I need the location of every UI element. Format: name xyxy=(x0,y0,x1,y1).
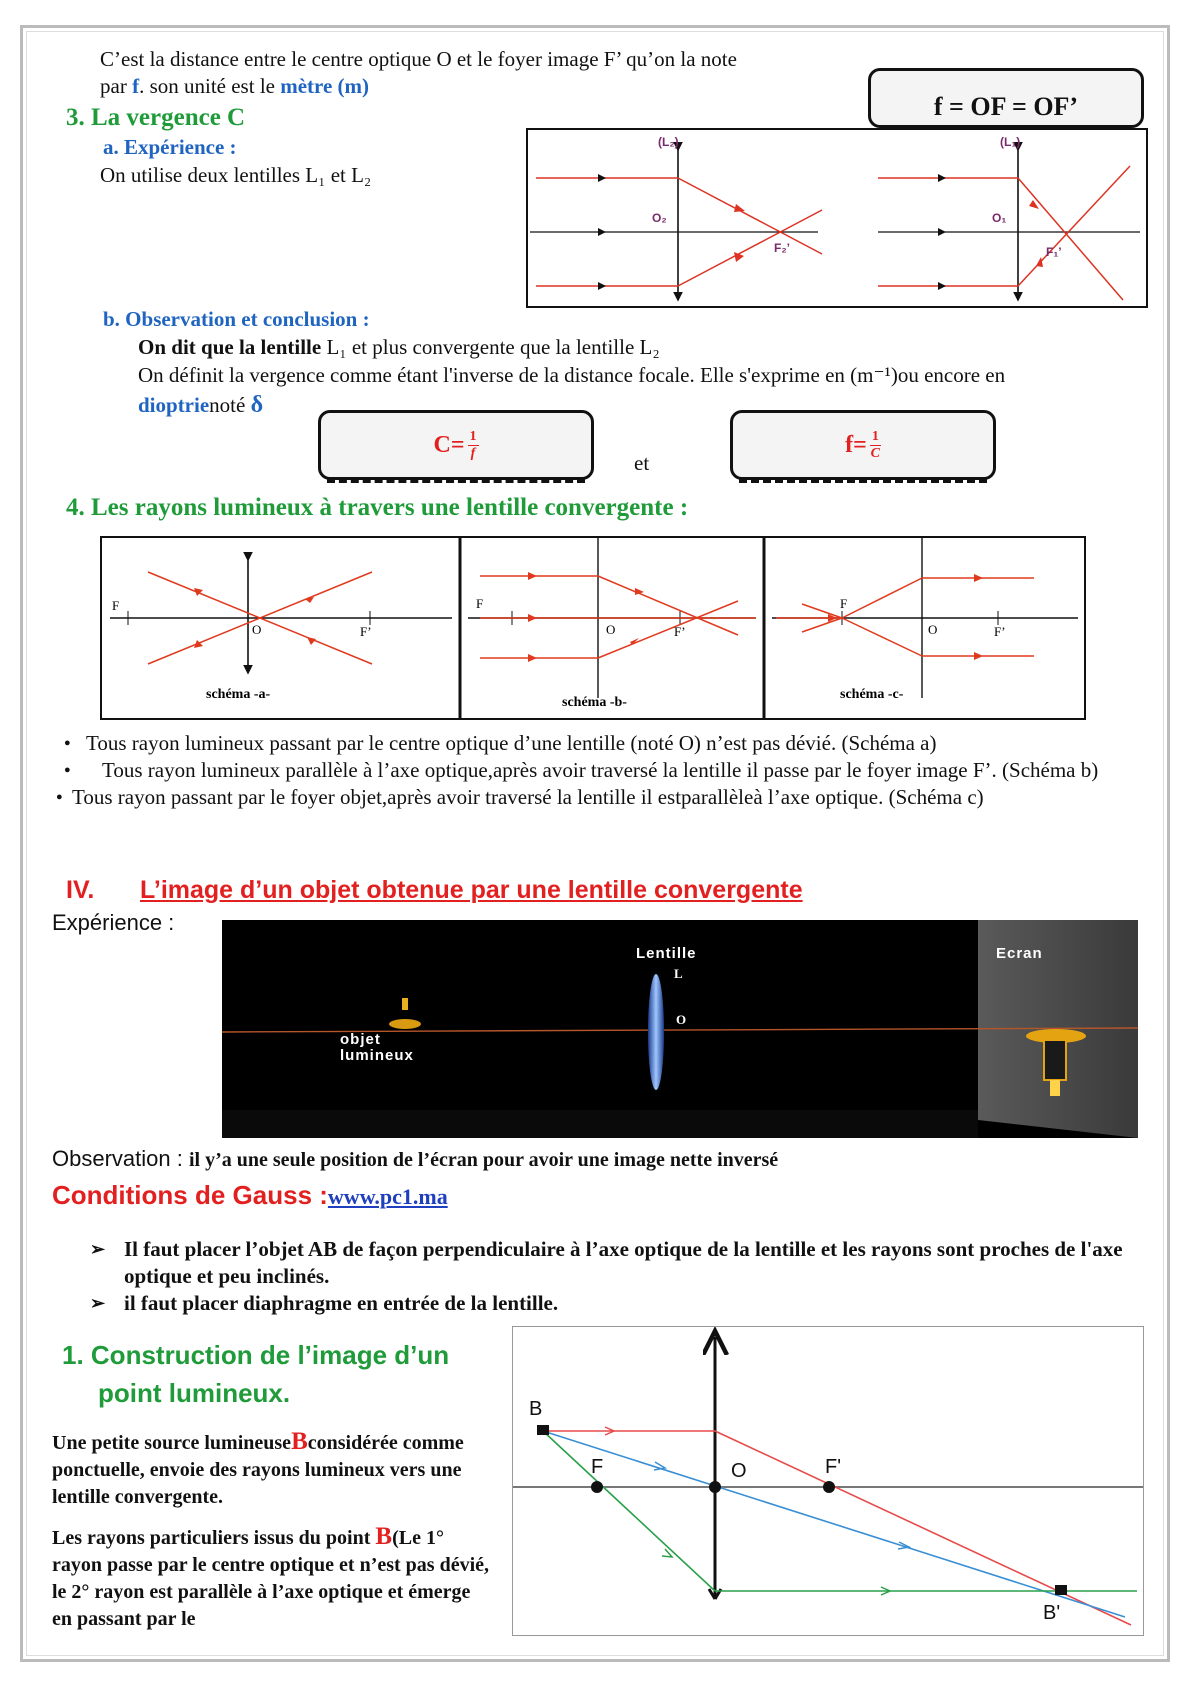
label-O2: O₂ xyxy=(652,211,667,225)
section3-b-line1: On dit que la lentille L₁ et plus convergente que la lentille L₂ xyxy=(138,335,660,359)
point-O-label: O xyxy=(731,1460,747,1482)
schema-c-O: O xyxy=(928,622,938,637)
sectionIV-number: IV. xyxy=(66,876,95,904)
fraction-1-over-C: $\frac{1}{C}$ xyxy=(870,428,880,461)
construction-paragraph1: Une petite source lumineuseBconsidérée comme ponctuelle, envoie des rayons lumineux vers une lentille convergente. xyxy=(52,1428,464,1508)
experience-label: Expérience : xyxy=(52,910,175,935)
section3-b-title: b. Observation et conclusion : xyxy=(103,307,370,331)
focal-from-vergence-box: f= $\frac{1}{C}$ xyxy=(730,410,996,480)
section3-b-line3: dioptrienoté δ xyxy=(138,392,264,418)
point-B-label: B xyxy=(529,1398,543,1420)
focal-definition xyxy=(100,46,860,100)
schema-b-Fp: F’ xyxy=(674,624,686,639)
point-Fp-label: F' xyxy=(825,1456,842,1478)
vergence-experiment-figure xyxy=(526,128,1148,308)
observation-line: Observation : il y’a une seule position de l’écran pour avoir une image nette inversé xyxy=(52,1146,779,1171)
label-L1: (L₁) xyxy=(1000,135,1021,149)
schema-b-caption: schéma -b- xyxy=(562,695,627,710)
label-L2: (L₂) xyxy=(658,135,679,149)
three-schemas-svg xyxy=(102,538,1084,718)
rule-item: ● Tous rayon passant par le foyer objet,après avoir traversé la lentille il estparallèleà l’axe optique. (Schéma c) xyxy=(48,784,1146,811)
delta-symbol: δ xyxy=(250,392,264,418)
point-F-label: F xyxy=(591,1456,604,1478)
label-F2: F₂’ xyxy=(774,241,790,255)
schema-c-caption: schéma -c- xyxy=(840,687,904,702)
focal-definition-line1: C’est la distance entre le centre optique O et le foyer image F’ qu’on la note xyxy=(100,47,737,71)
section3-a-title: a. Expérience : xyxy=(103,135,237,159)
photo-label-ecran: Ecran xyxy=(996,945,1043,962)
schema-b-F: F xyxy=(476,596,484,611)
schema-c-F: F xyxy=(840,596,848,611)
focal-formula-box: f = OF = OF’ xyxy=(868,68,1144,128)
schema-a-O: O xyxy=(252,622,262,637)
gauss-item: ➢ Il faut placer l’objet AB de façon perpendiculaire à l’axe optique de la lentille et les rayons sont proches de l'axe optique et peu inclinés. xyxy=(90,1236,1130,1290)
section3-b-line2: On définit la vergence comme étant l'inverse de la distance focale. Elle s'exprime en (m⁻¹)ou encore en xyxy=(138,363,1006,387)
schema-a-caption: schéma -a- xyxy=(206,687,271,702)
fraction-1-over-f: $\frac{1}{f}$ xyxy=(469,428,477,461)
point-Bp-label: B' xyxy=(1043,1602,1061,1624)
focal-definition-line2: par f. son unité est le mètre (m) xyxy=(100,74,370,98)
schema-c-Fp: F’ xyxy=(994,624,1006,639)
photo-label-lentille: Lentille xyxy=(636,945,697,962)
rule-item: ● Tous rayon lumineux passant par le centre optique d’une lentille (noté O) n’est pas dévié. (Schéma a) xyxy=(56,730,1146,757)
label-O1: O₁ xyxy=(992,211,1007,225)
vergence-formula-box: C= $\frac{1}{f}$ xyxy=(318,410,594,480)
f-symbol: f xyxy=(132,74,140,98)
vergence-experiment-svg xyxy=(528,130,1146,306)
construction-paragraph2: Les rayons particuliers issus du point B(Le 1° rayon passe par le centre optique et n’est pas dévié, le 2° rayon est parallèle à l’axe optique et émerge en passant par le xyxy=(52,1523,490,1630)
schema-b-O: O xyxy=(606,622,616,637)
dioptrie-term: dioptrie xyxy=(138,393,210,417)
construction-svg xyxy=(513,1327,1143,1635)
section4-title: 4. Les rayons lumineux à travers une lentille convergente : xyxy=(66,494,689,521)
section3-title: 3. La vergence C xyxy=(66,104,246,131)
section3-a-text: On utilise deux lentilles L₁ et L₂ xyxy=(100,163,372,187)
photo-label-O: O xyxy=(676,1012,687,1027)
schema-a-Fp: F’ xyxy=(360,624,372,639)
photo-label-lumineux: lumineux xyxy=(340,1047,414,1064)
rules-list xyxy=(56,730,1146,811)
schema-a-F: F xyxy=(112,598,120,613)
experiment-photo xyxy=(222,920,1138,1138)
unit-metre: mètre (m) xyxy=(280,74,370,98)
experiment-photo-svg xyxy=(222,920,1138,1138)
rule-item: ● Tous rayon lumineux parallèle à l’axe optique,après avoir traversé la lentille il passe par le foyer image F’. (Schéma b) xyxy=(56,757,1146,784)
et-connector: et xyxy=(634,451,650,475)
gauss-link[interactable]: www.pc1.ma xyxy=(327,1184,448,1209)
construction-figure xyxy=(512,1326,1144,1636)
photo-label-L: L xyxy=(674,966,683,981)
sectionIV-title: L’image d’un objet obtenue par une lentille convergente xyxy=(140,876,803,904)
construction-title: 1. Construction de l’image d’un point lumineux. xyxy=(62,1340,450,1408)
gauss-conditions xyxy=(90,1236,1130,1317)
gauss-item: ➢ il faut placer diaphragme en entrée de la lentille. xyxy=(90,1290,1130,1317)
photo-label-objet: objet xyxy=(340,1031,381,1048)
construction-text xyxy=(52,1428,492,1633)
three-schemas-figure xyxy=(100,536,1086,720)
label-F1: F₁’ xyxy=(1046,245,1062,259)
gauss-heading: Conditions de Gauss :www.pc1.ma xyxy=(52,1180,448,1210)
